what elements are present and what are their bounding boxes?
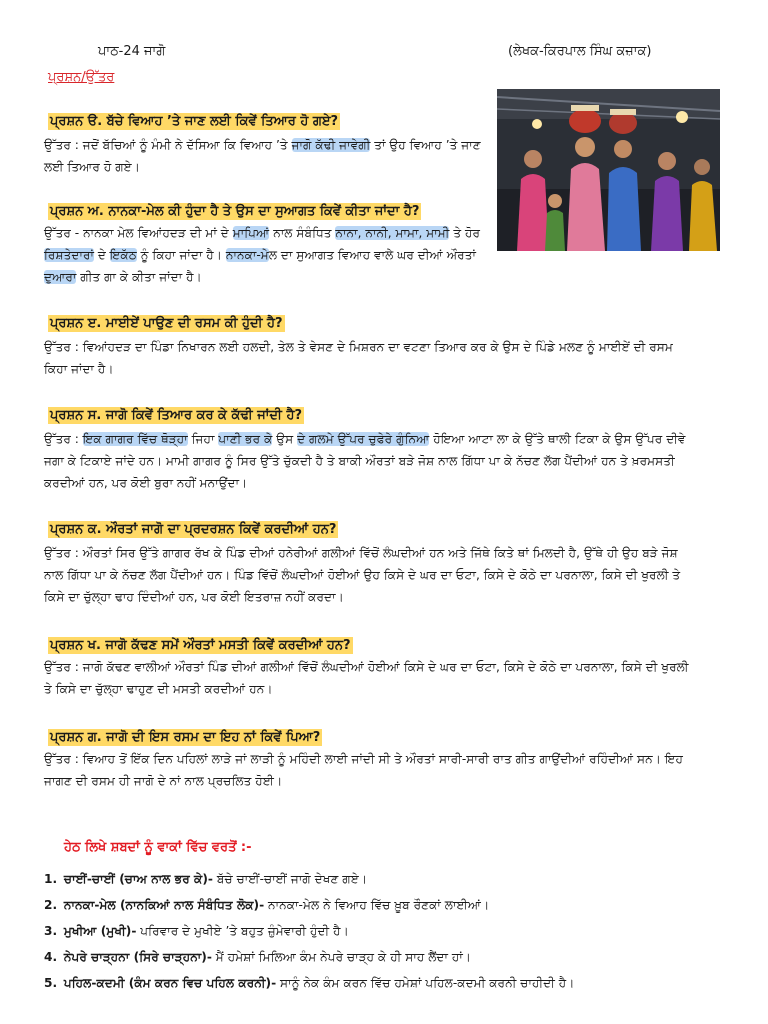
lesson-title: ਪਾਠ-24 ਜਾਗੋ: [98, 44, 166, 59]
vocab-item: 2. ਨਾਨਕਾ-ਮੇਲ (ਨਾਨਕਿਆਂ ਨਾਲ ਸੰਬੰਧਿਤ ਲੋਕ)- ਨਾਨਕਾ-ਮੇਲ ਨੇ ਵਿਆਹ ਵਿੱਚ ਖ਼ੂਬ ਰੌਣਕਾਂ ਲਾਈਆਂ।: [44, 898, 490, 912]
answer-6: ਉੱਤਰ : ਜਾਗੋ ਕੱਢਣ ਵਾਲੀਆਂ ਔਰਤਾਂ ਪਿੰਡ ਦੀਆਂ ਗਲੀਆਂ ਵਿੱਚੋਂ ਲੰਘਦੀਆਂ ਹੋਈਆਂ ਕਿਸੇ ਦੇ ਘਰ ਦਾ ਓਟਾ, ਕਿਸੇ ਦੇ ਕੋਠੇ ਦਾ ਪਰਨਾਲਾ, ਕਿਸੇ ਦੀ ਖੁਰਲੀ ਤੇ ਕਿਸੇ ਦਾ ਚੁੱਲ੍ਹਾ ਢਾਹੁਣ ਦੀ ਮਸਤੀ ਕਰਦੀਆਂ ਹਨ।: [44, 660, 689, 696]
vocab-list: [44, 866, 574, 996]
question-5: ਪ੍ਰਸ਼ਨ ਕ. ਔਰਤਾਂ ਜਾਗੋ ਦਾ ਪ੍ਰਦਰਸ਼ਨ ਕਿਵੇਂ ਕਰਦੀਆਂ ਹਨ?: [50, 522, 337, 537]
jaggo-photo: [497, 89, 720, 251]
question-4: ਪ੍ਰਸ਼ਨ ਸ. ਜਾਗੋ ਕਿਵੇਂ ਤਿਆਰ ਕਰ ਕੇ ਕੱਢੀ ਜਾਂਦੀ ਹੈ?: [50, 408, 302, 423]
question-3: ਪ੍ਰਸ਼ਨ ੲ. ਮਾਈਏਂ ਪਾਉਣ ਦੀ ਰਸਮ ਕੀ ਹੁੰਦੀ ਹੈ?: [50, 316, 283, 331]
author-line: (ਲੇਖਕ-ਕਿਰਪਾਲ ਸਿੰਘ ਕਜ਼ਾਕ): [508, 44, 652, 59]
answer-2: ਉੱਤਰ - ਨਾਨਕਾ ਮੇਲ ਵਿਆਂਹਦੜ ਦੀ ਮਾਂ ਦੇ ਮਾਪਿਆਂ ਨਾਲ ਸੰਬੰਧਿਤ ਨਾਨਾ, ਨਾਨੀ, ਮਾਮਾ, ਮਾਮੀ ਤੇ ਹੋਰ ਰਿਸ਼ਤੇਦਾਰਾਂ ਦੇ ਇਕੱਠ ਨੂੰ ਕਿਹਾ ਜਾਂਦਾ ਹੈ। ਨਾਨਕਾ-ਮੇਲ ਦਾ ਸੁਆਗਤ ਵਿਆਹ ਵਾਲੇ ਘਰ ਦੀਆਂ ਔਰਤਾਂ ਦੁਆਰਾ ਗੀਤ ਗਾ ਕੇ ਕੀਤਾ ਜਾਂਦਾ ਹੈ।: [44, 226, 481, 284]
answer-1: ਉੱਤਰ : ਜਦੋਂ ਬੱਚਿਆਂ ਨੂੰ ਮੰਮੀ ਨੇ ਦੱਸਿਆ ਕਿ ਵਿਆਹ ’ਤੇ ਜਾਗੋ ਕੱਢੀ ਜਾਵੇਗੀ ਤਾਂ ਉਹ ਵਿਆਹ ’ਤੇ ਜਾਣ ਲਈ ਤਿਆਰ ਹੋ ਗਏ।: [44, 138, 481, 174]
question-1: ਪ੍ਰਸ਼ਨ ੳ. ਬੱਚੇ ਵਿਆਹ ’ਤੇ ਜਾਣ ਲਈ ਕਿਵੇਂ ਤਿਆਰ ਹੋ ਗਏ?: [50, 114, 339, 129]
question-2: ਪ੍ਰਸ਼ਨ ਅ. ਨਾਨਕਾ-ਮੇਲ ਕੀ ਹੁੰਦਾ ਹੈ ਤੇ ਉਸ ਦਾ ਸੁਆਗਤ ਕਿਵੇਂ ਕੀਤਾ ਜਾਂਦਾ ਹੈ?: [50, 204, 420, 219]
answer-5: ਉੱਤਰ : ਔਰਤਾਂ ਸਿਰ ਉੱਤੇ ਗਾਗਰ ਰੱਖ ਕੇ ਪਿੰਡ ਦੀਆਂ ਹਨੇਰੀਆਂ ਗਲੀਆਂ ਵਿੱਚੋਂ ਲੰਘਦੀਆਂ ਹਨ ਅਤੇ ਜਿੱਥੇ ਕਿਤੇ ਥਾਂ ਮਿਲਦੀ ਹੈ, ਉੱਥੇ ਹੀ ਉਹ ਬੜੇ ਜੋਸ਼ ਨਾਲ ਗਿੱਧਾ ਪਾ ਕੇ ਨੱਚਣ ਲੱਗ ਪੈਂਦੀਆਂ ਹਨ। ਪਿੰਡ ਵਿੱਚੋਂ ਲੰਘਦੀਆਂ ਹੋਈਆਂ ਉਹ ਕਿਸੇ ਦੇ ਘਰ ਦਾ ਓਟਾ, ਕਿਸੇ ਦੇ ਕੋਠੇ ਦਾ ਪਰਨਾਲਾ, ਕਿਸੇ ਦੀ ਖੁਰਲੀ ਤੇ ਕਿਸੇ ਦਾ ਚੁੱਲ੍ਹਾ ਢਾਹ ਦਿੰਦੀਆਂ ਹਨ, ਪਰ ਕੋਈ ਇਤਰਾਜ਼ ਨਹੀਂ ਕਰਦਾ।: [44, 546, 681, 604]
answer-7: ਉੱਤਰ : ਵਿਆਹ ਤੋਂ ਇੱਕ ਦਿਨ ਪਹਿਲਾਂ ਲਾੜੇ ਜਾਂ ਲਾੜੀ ਨੂੰ ਮਹਿੰਦੀ ਲਾਈ ਜਾਂਦੀ ਸੀ ਤੇ ਔਰਤਾਂ ਸਾਰੀ-ਸਾਰੀ ਰਾਤ ਗੀਤ ਗਾਉਂਦੀਆਂ ਰਹਿੰਦੀਆਂ ਸਨ। ਇਹ ਜਾਗਣ ਦੀ ਰਸਮ ਹੀ ਜਾਗੋ ਦੇ ਨਾਂ ਨਾਲ ਪ੍ਰਚਲਿਤ ਹੋਈ।: [44, 752, 683, 788]
vocab-item: 5. ਪਹਿਲ-ਕਦਮੀ (ਕੰਮ ਕਰਨ ਵਿਚ ਪਹਿਲ ਕਰਨੀ)- ਸਾਨੂੰ ਨੇਕ ਕੰਮ ਕਰਨ ਵਿੱਚ ਹਮੇਸ਼ਾਂ ਪਹਿਲ-ਕਦਮੀ ਕਰਨੀ ਚਾਹੀਦੀ ਹੈ।: [44, 976, 575, 990]
answer-3: ਉੱਤਰ : ਵਿਆਂਹਦੜ ਦਾ ਪਿੰਡਾ ਨਿਖਾਰਨ ਲਈ ਹਲਦੀ, ਤੇਲ ਤੇ ਵੇਸਣ ਦੇ ਮਿਸ਼ਰਨ ਦਾ ਵਟਣਾ ਤਿਆਰ ਕਰ ਕੇ ਉਸ ਦੇ ਪਿੰਡੇ ਮਲਣ ਨੂੰ ਮਾਈਏਂ ਦੀ ਰਸਮ ਕਿਹਾ ਜਾਂਦਾ ਹੈ।: [44, 340, 673, 376]
question-6: ਪ੍ਰਸ਼ਨ ਖ. ਜਾਗੋ ਕੱਢਣ ਸਮੇਂ ਔਰਤਾਂ ਮਸਤੀ ਕਿਵੇਂ ਕਰਦੀਆਂ ਹਨ?: [50, 638, 351, 653]
answer-4: ਉੱਤਰ : ਇਕ ਗਾਗਰ ਵਿੱਚ ਥੋੜ੍ਹਾ ਜਿਹਾ ਪਾਣੀ ਭਰ ਕੇ ਉਸ ਦੇ ਗਲਮੇ ਉੱਪਰ ਚੁਫੇਰੇ ਗੁੰਨਿਆ ਹੋਇਆ ਆਟਾ ਲਾ ਕੇ ਉੱਤੇ ਥਾਲੀ ਟਿਕਾ ਕੇ ਉਸ ਉੱਪਰ ਦੀਵੇ ਜਗਾ ਕੇ ਟਿਕਾਏ ਜਾਂਦੇ ਹਨ। ਮਾਮੀ ਗਾਗਰ ਨੂੰ ਸਿਰ ਉੱਤੇ ਚੁੱਕਦੀ ਹੈ ਤੇ ਬਾਕੀ ਔਰਤਾਂ ਬੜੇ ਜੋਸ਼ ਨਾਲ ਗਿੱਧਾ ਪਾ ਕੇ ਨੱਚਣ ਲੱਗ ਪੈਂਦੀਆਂ ਹਨ ਤੇ ਖ਼ਰਮਸਤੀ ਕਰਦੀਆਂ ਹਨ, ਪਰ ਕੋਈ ਬੁਰਾ ਨਹੀਂ ਮਨਾਉਂਦਾ।: [44, 432, 686, 490]
vocab-item: 1. ਚਾਈਂ-ਚਾਈਂ (ਚਾਅ ਨਾਲ ਭਰ ਕੇ)- ਬੱਚੇ ਚਾਈਂ-ਚਾਈਂ ਜਾਗੋ ਦੇਖਣ ਗਏ।: [44, 872, 368, 886]
question-7: ਪ੍ਰਸ਼ਨ ਗ. ਜਾਗੋ ਦੀ ਇਸ ਰਸਮ ਦਾ ਇਹ ਨਾਂ ਕਿਵੇਂ ਪਿਆ?: [50, 730, 321, 745]
vocab-item: 4. ਨੇਪਰੇ ਚਾੜ੍ਹਨਾ (ਸਿਰੇ ਚਾੜ੍ਹਨਾ)- ਮੈਂ ਹਮੇਸ਼ਾਂ ਮਿਲਿਆ ਕੰਮ ਨੇਪਰੇ ਚਾੜ੍ਹ ਕੇ ਹੀ ਸਾਹ ਲੈਂਦਾ ਹਾਂ।: [44, 950, 472, 964]
section-title: ਪ੍ਰਸ਼ਨ/ਉੱਤਰ: [48, 70, 115, 85]
vocab-title: ਹੇਠ ਲਿਖੇ ਸ਼ਬਦਾਂ ਨੂੰ ਵਾਕਾਂ ਵਿੱਚ ਵਰਤੋਂ :-: [64, 840, 252, 855]
vocab-item: 3. ਮੁਖੀਆ (ਮੁਖੀ)- ਪਰਿਵਾਰ ਦੇ ਮੁਖੀਏ ’ਤੇ ਬਹੁਤ ਜ਼ੁੰਮੇਵਾਰੀ ਹੁੰਦੀ ਹੈ।: [44, 924, 349, 938]
